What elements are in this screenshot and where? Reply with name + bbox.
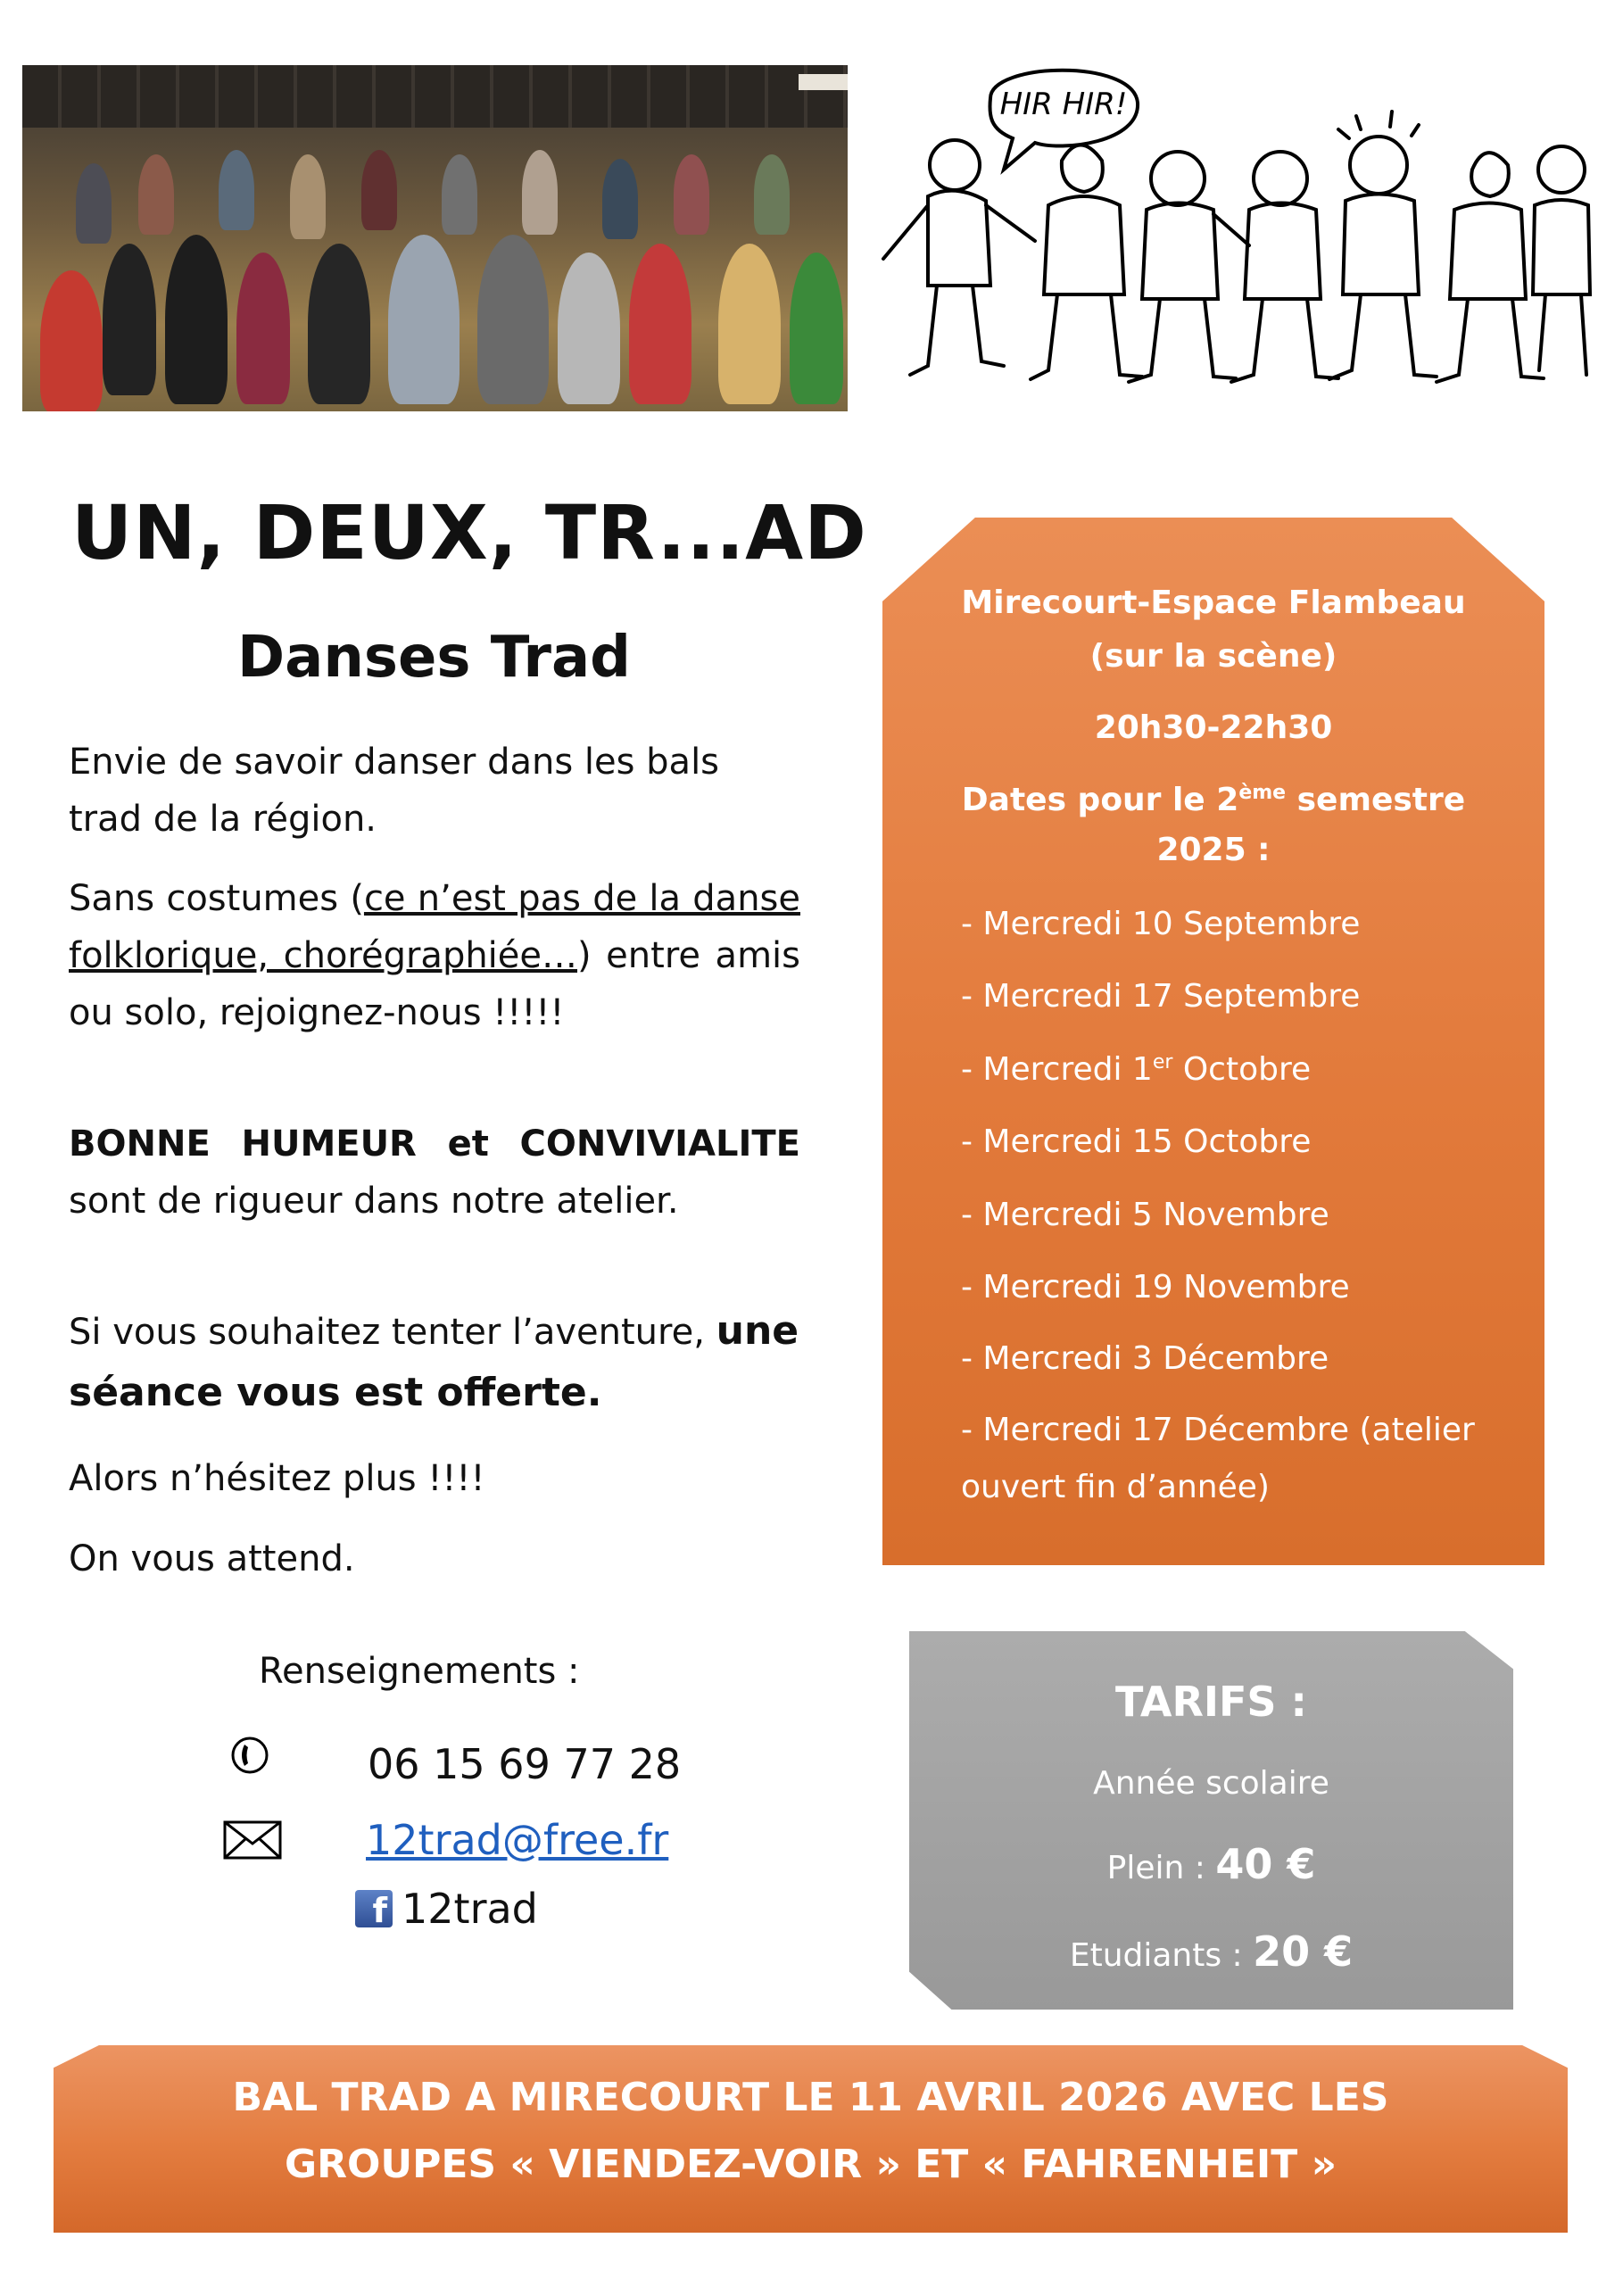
date-item: - Mercredi 17 Décembre (atelier — [961, 1412, 1475, 1448]
p4-bold-2: séance vous est offerte. — [69, 1370, 602, 1415]
dates-heading-post: semestre — [1286, 782, 1466, 818]
tarif-student — [909, 1927, 1513, 1976]
p4-start: Si vous souhaitez tenter l’aventure, — [69, 1312, 716, 1353]
p2-start: Sans costumes ( — [69, 878, 364, 919]
facebook-handle[interactable]: 12trad — [402, 1885, 538, 1933]
date-item — [961, 1051, 1311, 1088]
intro-paragraph-5: Alors n’hésitez plus !!!! — [69, 1458, 485, 1499]
date-3-sup: er — [1152, 1051, 1173, 1073]
phone-number[interactable]: 06 15 69 77 28 — [368, 1740, 682, 1788]
banner-line-2: GROUPES « VIENDEZ-VOIR » ET « FAHRENHEIT » — [284, 2142, 1337, 2187]
tarif-full — [909, 1840, 1513, 1888]
venue: Mirecourt-Espace Flambeau — [961, 584, 1466, 621]
banner-line-1: BAL TRAD A MIRECOURT LE 11 AVRIL 2026 AVEC LES — [232, 2075, 1389, 2120]
intro-paragraph-3 — [69, 1115, 800, 1230]
cartoon-caption: HIR HIR! — [999, 87, 1128, 122]
envelope-icon — [223, 1820, 282, 1860]
dates-heading-pre: Dates pour le 2 — [961, 782, 1239, 818]
date-item: - Mercredi 15 Octobre — [961, 1123, 1312, 1160]
p2-underlined: ce n’est pas de la danse folklorique, chorégraphiée… — [69, 878, 800, 976]
dates-year: 2025 : — [1156, 832, 1271, 868]
dates-heading — [882, 782, 1544, 818]
date-item: - Mercredi 3 Décembre — [961, 1340, 1329, 1377]
facebook-icon[interactable]: f — [355, 1890, 393, 1927]
tarif-student-label: Etudiants : — [1069, 1937, 1254, 1974]
intro-paragraph-2 — [69, 870, 800, 1041]
date-item: - Mercredi 10 Septembre — [961, 906, 1361, 942]
date-3-pre: - Mercredi 1 — [961, 1051, 1153, 1088]
tarifs-period: Année scolaire — [1093, 1765, 1329, 1802]
tarif-full-price: 40 € — [1215, 1840, 1316, 1888]
dance-photo — [22, 65, 848, 411]
p2-end: ) entre amis ou solo, rejoignez-nous !!!!! — [69, 935, 800, 1033]
email-link[interactable]: 12trad@free.fr — [366, 1816, 669, 1864]
intro-paragraph-1: Envie de savoir danser dans les bals trad de la région. — [69, 742, 720, 840]
tarifs-heading: TARIFS : — [1115, 1678, 1307, 1726]
date-3-post: Octobre — [1172, 1051, 1312, 1088]
cartoon-dancers-illustration — [857, 45, 1597, 437]
phone-icon — [230, 1736, 269, 1775]
tarif-student-price: 20 € — [1253, 1927, 1354, 1976]
page-title: UN, DEUX, TR...AD — [71, 489, 867, 576]
dates-heading-sup: ème — [1238, 782, 1287, 804]
p3-bold: BONNE HUMEUR et CONVIVIALITE — [69, 1123, 800, 1165]
date-item: - Mercredi 5 Novembre — [961, 1197, 1329, 1233]
bal-banner — [54, 2045, 1568, 2233]
p3-end: sont de rigueur dans notre atelier. — [69, 1181, 679, 1222]
p4-bold-1: une — [716, 1308, 799, 1354]
date-item-continued: ouvert fin d’année) — [961, 1469, 1270, 1505]
page-subtitle: Danses Trad — [237, 625, 631, 691]
date-item: - Mercredi 19 Novembre — [961, 1269, 1350, 1305]
contact-label: Renseignements : — [259, 1651, 580, 1692]
schedule-panel — [882, 518, 1544, 1565]
intro-paragraph-6: On vous attend. — [69, 1538, 355, 1579]
hours: 20h30-22h30 — [1094, 709, 1333, 746]
date-item: - Mercredi 17 Septembre — [961, 978, 1361, 1015]
tarif-full-label: Plein : — [1106, 1850, 1216, 1886]
intro-paragraph-4 — [69, 1303, 800, 1425]
venue-note: (sur la scène) — [1089, 638, 1337, 675]
